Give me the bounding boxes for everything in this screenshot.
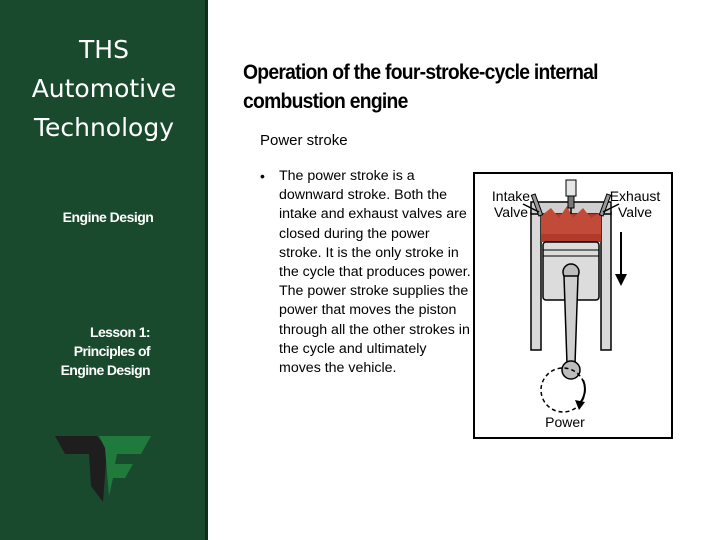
crank-rotation-arrow-head [575,400,585,410]
slide-title: Operation of the four-stroke-cycle internal combustion engine [243,61,598,113]
lesson-label: Lesson 1: Principles of Engine Design [60,324,150,378]
course-label: Engine Design [62,209,154,225]
logo-dark-shape [55,436,107,502]
bullet-text: The power stroke is a downward stroke. Both the intake and exhaust valves are closed during the power stroke. It is the only stroke in the cycle that produces power. The power stroke supplies the power that moves the piston through all the other strokes in the cycle and ultimately moves the vehicle. [279,168,471,377]
connecting-rod [564,276,578,364]
engine-figure [473,172,673,439]
power-label: Power [545,414,585,430]
intake-valve-label: Intake Valve [491,188,531,220]
bullet-dot-icon: • [260,168,265,184]
bullet-list [260,167,472,378]
bullet-item [260,167,472,378]
org-title: THS Automotive Technology [31,35,177,142]
crank-rotation-arrow [579,380,585,404]
downward-arrow-head [615,274,627,286]
cylinder-wall-left [531,212,541,350]
slide-subtitle: Power stroke [260,132,348,149]
ths-logo [55,436,155,502]
exhaust-valve-label: Exhaust Valve [609,188,661,220]
cylinder-wall-right [601,212,611,350]
logo-green-shape [99,436,151,496]
crank-journal [562,361,580,379]
